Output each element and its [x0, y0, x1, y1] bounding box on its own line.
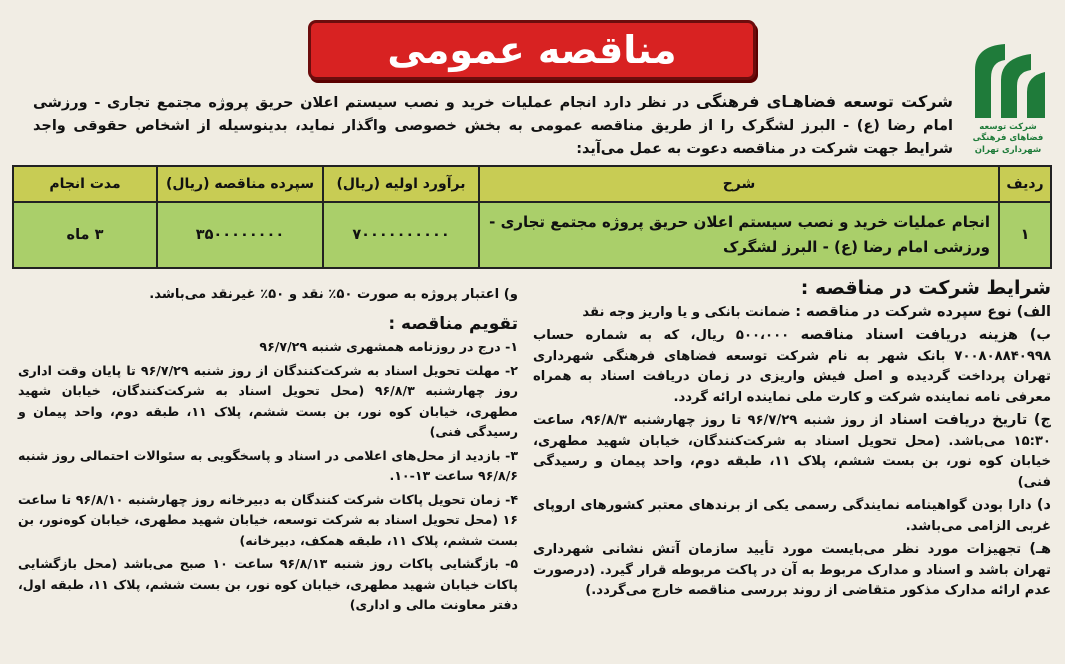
logo-line-2: شهرداری تهران [974, 144, 1042, 155]
calendar-item: ۴- زمان تحویل پاکات شرکت کنندگان به دبیرخانه روز چهارشنبه ۹۶/۸/۱۰ تا ساعت ۱۶ (محل تحویل اسناد به شرکت توسعه، خیابان شهید مطهری، خیابان کوه‌نور، بن بست ششم، پلاک ۱۱، طبقه همکف، دبیرخانه) [18, 491, 518, 548]
table-header-row [13, 166, 1051, 202]
leaf-logo-icon [965, 40, 1051, 120]
condition-item: ب) هزینه دریافت اسناد مناقصه ۵۰۰،۰۰۰ ریال، که به شماره حساب ۷۰۰۸۰۸۸۴۰۹۹۸ بانک شهر به نام شرکت توسعه فضاهای فرهنگی شهرداری تهران پرداخت گردیده و اصل فیش واریزی در زمان دریافت اسناد به همراه معرفی نامه نماینده شرکت و کارت ملی نماینده ارائه گردد. [533, 327, 1051, 405]
calendar-item: ۵- بازگشایی پاکات روز شنبه ۹۶/۸/۱۳ ساعت ۱۰ صبح می‌باشد (محل بازگشایی پاکات خیابان شهید مطهری، خیابان کوه نور، بن بست ششم، پلاک ۱۱، طبقه اول، دفتر معاونت مالی و اداری) [18, 556, 518, 612]
calendar-section [18, 285, 518, 619]
cell-estimate: ۷۰۰۰۰۰۰۰۰۰۰ [323, 202, 479, 268]
conditions-section [533, 278, 1051, 604]
company-name: شرکت توسعه فضاهـای فرهنگی [695, 92, 953, 111]
cell-row-number: ۱ [999, 202, 1051, 268]
condition-item: ج) تاریخ دریافت اسناد از روز شنبه ۹۶/۷/۲۹ تا روز چهارشنبه ۹۶/۸/۳، ساعت ۱۵:۳۰ می‌باشد. (محل تحویل اسناد به شرکت‌کنندگان، خیابان شهید مطهری، خیابان کوه نور، بن بست ششم، پلاک ۱۱، طبقه دوم، واحد پیمان و رسیدگی فنی) [533, 412, 1051, 490]
title-banner [308, 20, 756, 80]
logo-caption [965, 122, 1051, 156]
intro-text: در نظر دارد انجام عملیات خرید و نصب سیستم اعلان حریق پروژه مجتمع تجاری - ورزشی امام رضا (ع) - البرز لشگرک را از طریق مناقصه عمومی به بخش خصوصی واگذار نماید، بدینوسیله از اشخاص حقوقی واجد شرایط جهت شرکت در مناقصه دعوت به عمل می‌آید: [33, 95, 953, 157]
condition-item: د) دارا بودن گواهینامه نمایندگی رسمی یکی از برندهای معتبر کشورهای اروپای غربی الزامی می‌باشد. [533, 497, 1051, 534]
cell-deposit: ۳۵۰۰۰۰۰۰۰۰ [157, 202, 323, 268]
cell-description: انجام عملیات خرید و نصب سیستم اعلان حریق پروژه مجتمع تجاری - ورزشی امام رضا (ع) - البرز لشگرک [479, 202, 999, 268]
conditions-title: شرایط شرکت در مناقصه : [800, 277, 1051, 299]
header-row-number: ردیف [999, 166, 1051, 202]
header-deposit: سپرده مناقصه (ریال) [157, 166, 323, 202]
banner-title: مناقصه عمومی [387, 28, 677, 72]
intro-paragraph [33, 90, 953, 161]
logo-line-1: شرکت توسعه فضاهای فرهنگی [972, 122, 1044, 144]
company-logo [965, 40, 1051, 160]
calendar-item: ۱- درج در روزنامه همشهری شنبه ۹۶/۷/۲۹ [259, 339, 518, 354]
credit-note: و) اعتبار پروژه به صورت ۵۰٪ نقد و ۵۰٪ غیرنقد می‌باشد. [149, 287, 518, 302]
calendar-item: ۳- بازدید از محل‌های اعلامی در اسناد و پاسخگویی به سئوالات احتمالی روز شنبه ۹۶/۸/۶ ساعت ۱۳-۱۰. [18, 447, 518, 483]
cell-duration: ۳ ماه [13, 202, 157, 268]
calendar-item: ۲- مهلت تحویل اسناد به شرکت‌کنندگان از روز شنبه ۹۶/۷/۲۹ تا پایان وقت اداری روز چهارشنبه ۹۶/۸/۳ (محل تحویل اسناد به شرکت‌کنندگان، خیابان شهید مطهری، خیابان کوه نور، بن بست ششم، پلاک ۱۱، طبقه دوم، واحد پیمان و رسیدگی فنی) [18, 362, 518, 439]
condition-item: الف) نوع سپرده شرکت در مناقصه : ضمانت بانکی و یا واریز وجه نقد [582, 303, 1051, 320]
header-description: شرح [479, 166, 999, 202]
calendar-title: تقویم مناقصه : [388, 313, 518, 334]
table-row [13, 202, 1051, 268]
header-estimate: برآورد اولیه (ریال) [323, 166, 479, 202]
tender-table [12, 165, 1052, 269]
condition-item: هـ) تجهیزات مورد نظر می‌بایست مورد تأیید سازمان آتش نشانی شهرداری تهران باشد و اسناد و مدارک مربوط به آن در پاکت مربوطه قرار گیرد. (درصورت عدم ارائه مدارک مذکور متقاضی از روند بررسی مناقصه خارج می‌گردد.) [533, 541, 1052, 598]
header-duration: مدت انجام [13, 166, 157, 202]
